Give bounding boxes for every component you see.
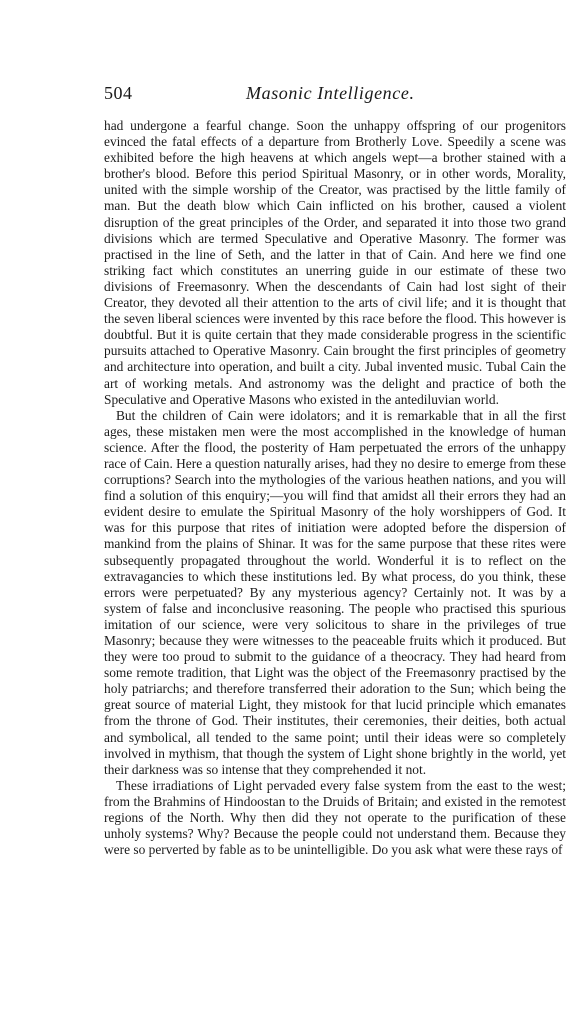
paragraph-3: These irradiations of Light pervaded every false system from the east to the west; from the Brahmins of Hindoostan to the Druids of Britain; and existed in the remotest regions of the North. Why then did they not operate to the purification of these unholy systems? Why? Because the people could not understand them. Because they were so perverted by fable as to be unintelligible. Do you ask what were these rays of [104, 777, 566, 858]
paragraph-2: But the children of Cain were idolators; and it is remarkable that in all the first ages, these mistaken men were the most accomplished in the knowledge of human science. After the flood, the posterity of Ham perpetuated the errors of the unhappy race of Cain. Here a question naturally arises, had they no desire to emerge from these corruptions? Search into the mythologies of the various heathen nations, and you will find a solution of this enquiry;—you will find that amidst all their errors they had an evident desire to emulate the Spiritual Masonry of the holy worshippers of God. It was for this purpose that rites of initiation were adopted before the dispersion of mankind from the plains of Shinar. It was for the same purpose that these rites were subsequently propagated throughout the world. Wonderful it is to reflect on the extravagancies to which these institutions led. By what process, do you think, these errors were perpetuated? By any mysterious agency? Certainly not. It was by a system of false and inconclusive reasoning. The people who practised this spurious imitation of our science, were very solicitous to share in the privileges of true Masonry; because they were witnesses to the peaceable fruits which it produced. But they were too proud to submit to the guidance of a theocracy. They had heard from some remote tradition, that Light was the object of the Freemasonry practised by the holy patriarchs; and therefore transferred their adoration to the Sun; which being the great source of material Light, they mistook for that lucid principle which emanates from the throne of God. Their institutes, their ceremonies, their deities, both actual and symbolical, all tended to the same point; until their ideas were so completely involved in mythism, that though the system of Light shone brightly in the world, yet their darkness was so intense that they comprehended it not. [104, 407, 566, 777]
body-text [104, 118, 566, 858]
page-number: 504 [104, 83, 133, 103]
page-header [104, 83, 566, 107]
paragraph-1: had undergone a fearful change. Soon the unhappy offspring of our progenitors evinced the fatal effects of a departure from Brotherly Love. Speedily a scene was exhibited before the high heavens at which angels wept—a brother stained with a brother's blood. Before this period Spiritual Masonry, or in other words, Morality, united with the simple worship of the Creator, was practised by the little family of man. But the death blow which Cain inflicted on his brother, caused a violent disruption of the great principles of the Order, and separated it into those two grand divisions which are termed Speculative and Operative Masonry. The former was practised in the line of Seth, and the latter in that of Cain. And here we find one striking fact which constitutes an unerring guide in our estimate of these two divisions of Freemasonry. When the descendants of Cain had lost sight of their Creator, they devoted all their attention to the arts of civil life; and it is thought that the seven liberal sciences were invented by this race before the flood. This however is doubtful. But it is quite certain that they made considerable progress in the scientific pursuits attached to Operative Masonry. Cain brought the first principles of geometry and architecture into operation, and built a city. Jubal invented music. Tubal Cain the art of working metals. And astronomy was the delight and practice of both the Speculative and Operative Masons who existed in the antediluvian world. [104, 118, 566, 407]
running-title: Masonic Intelligence. [246, 83, 415, 103]
